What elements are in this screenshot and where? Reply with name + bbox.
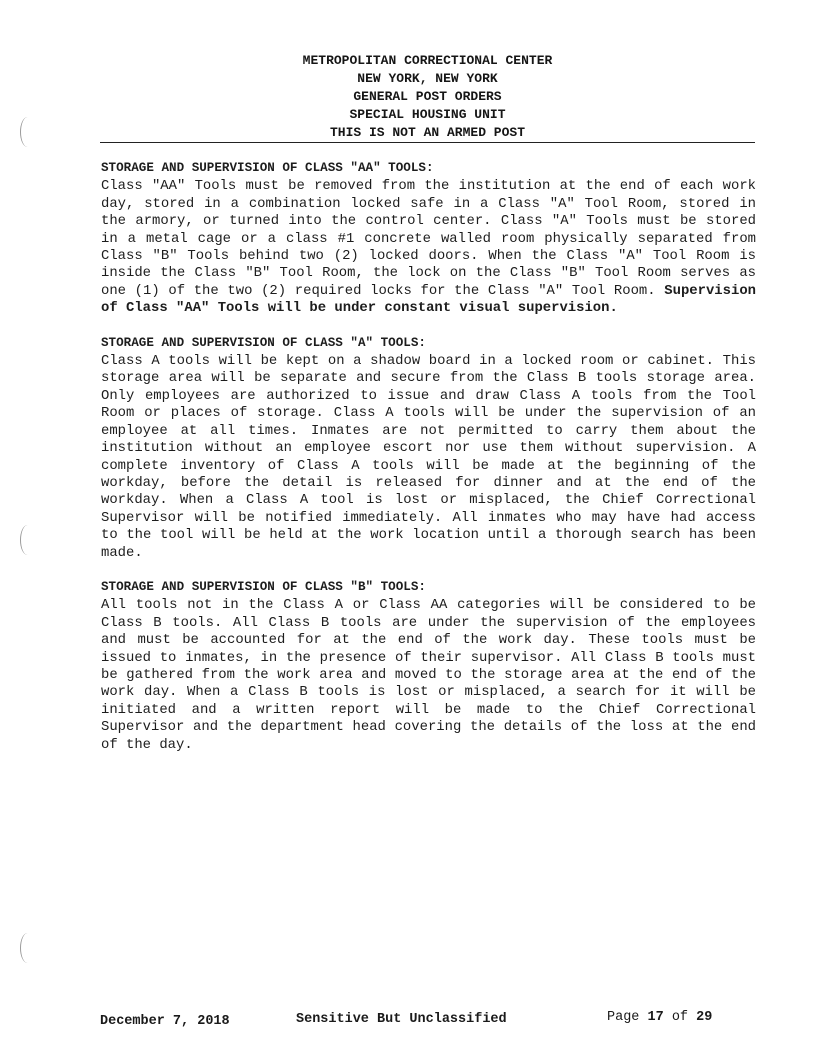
header-order-type: GENERAL POST ORDERS — [353, 89, 502, 104]
header-post-status: THIS IS NOT AN ARMED POST — [329, 125, 526, 140]
header-location: NEW YORK, NEW YORK — [357, 71, 498, 86]
section-heading: STORAGE AND SUPERVISION OF CLASS "AA" TOOLS: — [101, 161, 434, 175]
page-total: 29 — [696, 1010, 713, 1025]
section-class-b-tools — [101, 579, 756, 754]
section-paragraph — [101, 178, 756, 317]
document-footer — [100, 1010, 760, 1032]
paragraph-text: Class "AA" Tools must be removed from the institution at the end of each work day, stored in a combination locked safe in a Class "A" Tool Room, stored in the armory, or turned into the control center. Class "A" Tools must be stored in a metal cage or a class #1 concrete walled room physically separated from Class "B" Tools behind two (2) locked doors. When the Class "A" Tool Room is inside the Class "B" Tool Room, the lock on the Class "B" Tool Room serves as one (1) of the two (2) required locks for the Class "A" Tool Room. — [101, 178, 756, 299]
page-current: 17 — [647, 1010, 664, 1025]
footer-page-number — [607, 1010, 712, 1025]
header-divider — [100, 142, 755, 143]
page-of: of — [671, 1010, 689, 1025]
section-class-a-tools — [101, 335, 756, 562]
section-heading: STORAGE AND SUPERVISION OF CLASS "A" TOOLS: — [101, 335, 426, 350]
document-header — [100, 52, 755, 142]
header-unit: SPECIAL HOUSING UNIT — [349, 107, 506, 122]
paragraph-bold-text: Supervision of Class "AA" Tools will be under constant visual supervision. — [101, 282, 756, 317]
footer-date: December 7, 2018 — [100, 1014, 230, 1029]
binder-hole-mark — [20, 117, 35, 147]
section-paragraph: All tools not in the Class A or Class AA categories will be considered to be Class B tools. All Class B tools are under the supervision of the employees and must be accounted for at the end of the work day. These tools must be issued to inmates, in the presence of their supervisor. All Class B tools must be gathered from the work area and moved to the storage area at the end of the work day. When a Class B tools is lost or misplaced, a search for it will be initiated and a written report will be made to the Chief Correctional Supervisor and the department head covering the details of the loss at the end of the day. — [101, 597, 756, 753]
page-prefix: Page — [607, 1010, 640, 1025]
document-body — [101, 160, 756, 771]
section-class-aa-tools — [101, 160, 756, 318]
footer-classification: Sensitive But Unclassified — [296, 1012, 507, 1027]
header-institution: METROPOLITAN CORRECTIONAL CENTER — [302, 53, 553, 68]
binder-hole-mark — [20, 525, 35, 555]
section-paragraph: Class A tools will be kept on a shadow board in a locked room or cabinet. This storage area will be separate and secure from the Class B tools storage area. Only employees are authorized to issue and draw Class A tools from the Tool Room or places of storage. Class A tools will be under the supervision of an employee at all times. Inmates are not permitted to carry them about the institution without an employee escort nor use them without supervision. A complete inventory of Class A tools will be made at the beginning of the workday, before the detail is released for dinner and at the end of the workday. When a Class A tool is lost or misplaced, the Chief Correctional Supervisor will be notified immediately. All inmates who may have had access to the tool will be held at the work location until a thorough search has been made. — [101, 353, 756, 561]
section-heading: STORAGE AND SUPERVISION OF CLASS "B" TOOLS: — [101, 579, 426, 594]
binder-hole-mark — [20, 933, 35, 963]
